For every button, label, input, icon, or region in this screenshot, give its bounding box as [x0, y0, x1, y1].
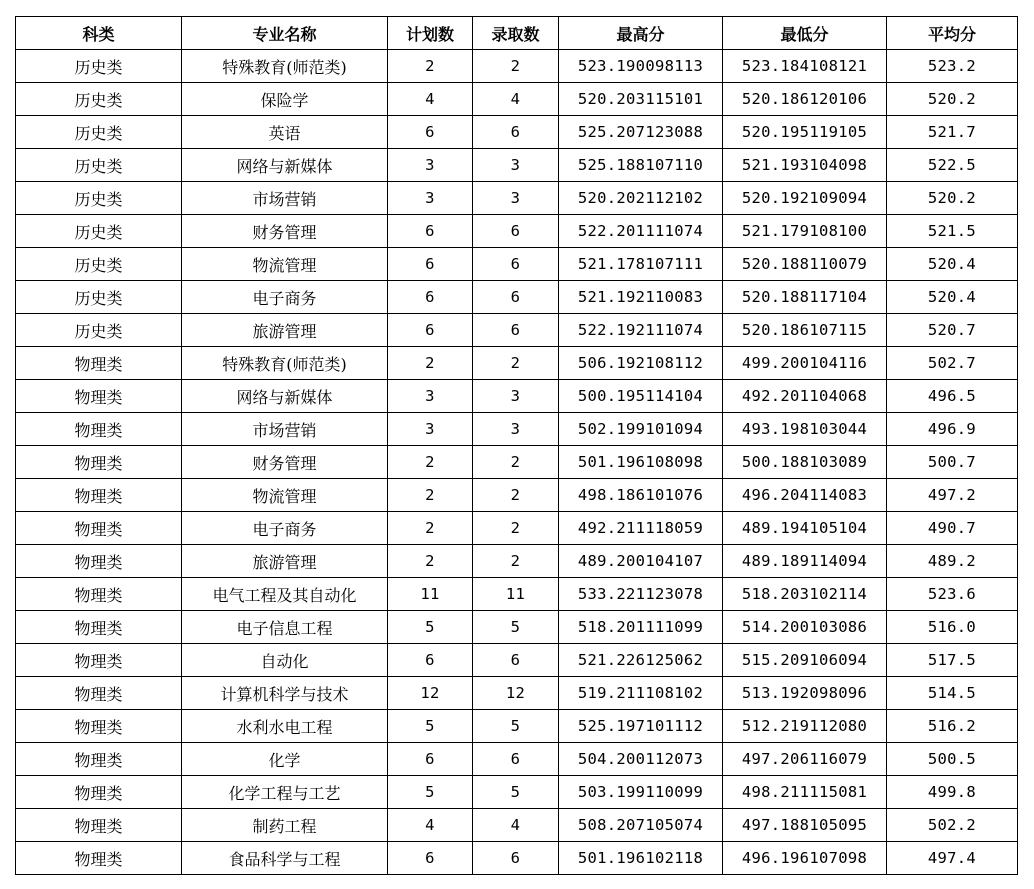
- cell-major-name: 财务管理: [182, 215, 388, 248]
- cell-lowest-score: 493.198103044: [723, 413, 887, 446]
- cell-average-score: 499.8: [887, 776, 1018, 809]
- cell-lowest-score: 520.188117104: [723, 281, 887, 314]
- cell-lowest-score: 513.192098096: [723, 677, 887, 710]
- cell-category: 物理类: [16, 512, 182, 545]
- cell-highest-score: 525.197101112: [559, 710, 723, 743]
- cell-major-name: 电子商务: [182, 281, 388, 314]
- cell-average-score: 516.2: [887, 710, 1018, 743]
- cell-major-name: 英语: [182, 116, 388, 149]
- cell-planned-count: 2: [388, 446, 473, 479]
- cell-admitted-count: 2: [473, 446, 559, 479]
- cell-category: 物理类: [16, 446, 182, 479]
- cell-planned-count: 3: [388, 182, 473, 215]
- cell-admitted-count: 3: [473, 413, 559, 446]
- cell-planned-count: 4: [388, 809, 473, 842]
- cell-lowest-score: 489.189114094: [723, 545, 887, 578]
- table-row: [16, 677, 1018, 710]
- cell-category: 物理类: [16, 347, 182, 380]
- cell-highest-score: 521.178107111: [559, 248, 723, 281]
- cell-lowest-score: 520.195119105: [723, 116, 887, 149]
- table-row: [16, 446, 1018, 479]
- cell-category: 历史类: [16, 215, 182, 248]
- cell-average-score: 520.2: [887, 182, 1018, 215]
- cell-major-name: 特殊教育(师范类): [182, 50, 388, 83]
- cell-highest-score: 519.211108102: [559, 677, 723, 710]
- table-body: [16, 50, 1018, 875]
- table-row: [16, 413, 1018, 446]
- cell-lowest-score: 521.179108100: [723, 215, 887, 248]
- cell-average-score: 500.7: [887, 446, 1018, 479]
- cell-highest-score: 503.199110099: [559, 776, 723, 809]
- cell-average-score: 496.5: [887, 380, 1018, 413]
- cell-major-name: 财务管理: [182, 446, 388, 479]
- cell-lowest-score: 496.204114083: [723, 479, 887, 512]
- cell-highest-score: 522.192111074: [559, 314, 723, 347]
- table-row: [16, 644, 1018, 677]
- cell-lowest-score: 520.186120106: [723, 83, 887, 116]
- cell-admitted-count: 5: [473, 611, 559, 644]
- table-row: [16, 809, 1018, 842]
- table-row: [16, 776, 1018, 809]
- cell-average-score: 520.4: [887, 281, 1018, 314]
- cell-major-name: 食品科学与工程: [182, 842, 388, 875]
- cell-lowest-score: 500.188103089: [723, 446, 887, 479]
- cell-highest-score: 502.199101094: [559, 413, 723, 446]
- cell-major-name: 化学: [182, 743, 388, 776]
- cell-average-score: 520.4: [887, 248, 1018, 281]
- cell-category: 物理类: [16, 479, 182, 512]
- cell-lowest-score: 520.186107115: [723, 314, 887, 347]
- cell-major-name: 物流管理: [182, 479, 388, 512]
- cell-highest-score: 504.200112073: [559, 743, 723, 776]
- admission-scores-table: [15, 16, 1018, 875]
- table-row: [16, 710, 1018, 743]
- cell-major-name: 特殊教育(师范类): [182, 347, 388, 380]
- cell-highest-score: 525.207123088: [559, 116, 723, 149]
- cell-planned-count: 6: [388, 743, 473, 776]
- cell-planned-count: 3: [388, 149, 473, 182]
- cell-category: 历史类: [16, 182, 182, 215]
- cell-major-name: 网络与新媒体: [182, 149, 388, 182]
- cell-average-score: 500.5: [887, 743, 1018, 776]
- cell-major-name: 计算机科学与技术: [182, 677, 388, 710]
- cell-category: 物理类: [16, 776, 182, 809]
- cell-category: 物理类: [16, 578, 182, 611]
- cell-admitted-count: 11: [473, 578, 559, 611]
- header-admitted-count: 录取数: [473, 17, 559, 50]
- header-major-name: 专业名称: [182, 17, 388, 50]
- cell-highest-score: 500.195114104: [559, 380, 723, 413]
- cell-average-score: 520.7: [887, 314, 1018, 347]
- cell-lowest-score: 515.209106094: [723, 644, 887, 677]
- header-category: 科类: [16, 17, 182, 50]
- cell-major-name: 电气工程及其自动化: [182, 578, 388, 611]
- cell-lowest-score: 496.196107098: [723, 842, 887, 875]
- cell-category: 物理类: [16, 743, 182, 776]
- cell-lowest-score: 520.188110079: [723, 248, 887, 281]
- cell-lowest-score: 497.188105095: [723, 809, 887, 842]
- cell-admitted-count: 2: [473, 347, 559, 380]
- cell-admitted-count: 2: [473, 479, 559, 512]
- cell-average-score: 497.4: [887, 842, 1018, 875]
- cell-highest-score: 506.192108112: [559, 347, 723, 380]
- cell-highest-score: 520.203115101: [559, 83, 723, 116]
- cell-planned-count: 12: [388, 677, 473, 710]
- cell-average-score: 502.2: [887, 809, 1018, 842]
- cell-major-name: 物流管理: [182, 248, 388, 281]
- header-planned-count: 计划数: [388, 17, 473, 50]
- cell-category: 历史类: [16, 281, 182, 314]
- cell-average-score: 517.5: [887, 644, 1018, 677]
- cell-lowest-score: 521.193104098: [723, 149, 887, 182]
- cell-planned-count: 6: [388, 314, 473, 347]
- cell-planned-count: 11: [388, 578, 473, 611]
- table-row: [16, 743, 1018, 776]
- cell-lowest-score: 523.184108121: [723, 50, 887, 83]
- table-row: [16, 479, 1018, 512]
- cell-major-name: 市场营销: [182, 413, 388, 446]
- cell-admitted-count: 6: [473, 314, 559, 347]
- cell-admitted-count: 4: [473, 83, 559, 116]
- cell-admitted-count: 2: [473, 512, 559, 545]
- table-row: [16, 347, 1018, 380]
- cell-average-score: 521.5: [887, 215, 1018, 248]
- cell-major-name: 旅游管理: [182, 545, 388, 578]
- cell-lowest-score: 492.201104068: [723, 380, 887, 413]
- cell-lowest-score: 489.194105104: [723, 512, 887, 545]
- cell-highest-score: 523.190098113: [559, 50, 723, 83]
- cell-average-score: 502.7: [887, 347, 1018, 380]
- cell-lowest-score: 514.200103086: [723, 611, 887, 644]
- cell-category: 物理类: [16, 413, 182, 446]
- table-row: [16, 182, 1018, 215]
- cell-lowest-score: 518.203102114: [723, 578, 887, 611]
- cell-admitted-count: 6: [473, 743, 559, 776]
- cell-category: 物理类: [16, 611, 182, 644]
- cell-major-name: 旅游管理: [182, 314, 388, 347]
- cell-lowest-score: 520.192109094: [723, 182, 887, 215]
- table-row: [16, 578, 1018, 611]
- cell-highest-score: 533.221123078: [559, 578, 723, 611]
- table-row: [16, 842, 1018, 875]
- cell-major-name: 网络与新媒体: [182, 380, 388, 413]
- cell-admitted-count: 12: [473, 677, 559, 710]
- cell-lowest-score: 512.219112080: [723, 710, 887, 743]
- cell-major-name: 水利水电工程: [182, 710, 388, 743]
- table-row: [16, 314, 1018, 347]
- cell-planned-count: 5: [388, 710, 473, 743]
- cell-category: 物理类: [16, 677, 182, 710]
- cell-lowest-score: 499.200104116: [723, 347, 887, 380]
- table-header-row: [16, 17, 1018, 50]
- cell-category: 历史类: [16, 314, 182, 347]
- cell-planned-count: 6: [388, 215, 473, 248]
- cell-highest-score: 501.196102118: [559, 842, 723, 875]
- cell-planned-count: 6: [388, 248, 473, 281]
- cell-average-score: 523.2: [887, 50, 1018, 83]
- cell-highest-score: 501.196108098: [559, 446, 723, 479]
- cell-category: 历史类: [16, 149, 182, 182]
- cell-planned-count: 2: [388, 50, 473, 83]
- cell-admitted-count: 6: [473, 215, 559, 248]
- cell-average-score: 489.2: [887, 545, 1018, 578]
- cell-major-name: 保险学: [182, 83, 388, 116]
- cell-planned-count: 2: [388, 545, 473, 578]
- cell-admitted-count: 6: [473, 842, 559, 875]
- cell-planned-count: 5: [388, 776, 473, 809]
- cell-major-name: 化学工程与工艺: [182, 776, 388, 809]
- cell-major-name: 制药工程: [182, 809, 388, 842]
- cell-major-name: 市场营销: [182, 182, 388, 215]
- cell-major-name: 自动化: [182, 644, 388, 677]
- cell-major-name: 电子信息工程: [182, 611, 388, 644]
- cell-planned-count: 3: [388, 413, 473, 446]
- header-highest-score: 最高分: [559, 17, 723, 50]
- cell-category: 物理类: [16, 380, 182, 413]
- cell-admitted-count: 3: [473, 149, 559, 182]
- header-lowest-score: 最低分: [723, 17, 887, 50]
- cell-highest-score: 522.201111074: [559, 215, 723, 248]
- cell-planned-count: 2: [388, 479, 473, 512]
- cell-planned-count: 2: [388, 347, 473, 380]
- table-row: [16, 83, 1018, 116]
- table-row: [16, 215, 1018, 248]
- table-row: [16, 545, 1018, 578]
- cell-lowest-score: 498.211115081: [723, 776, 887, 809]
- cell-category: 物理类: [16, 809, 182, 842]
- cell-major-name: 电子商务: [182, 512, 388, 545]
- cell-average-score: 516.0: [887, 611, 1018, 644]
- cell-category: 物理类: [16, 842, 182, 875]
- cell-planned-count: 3: [388, 380, 473, 413]
- cell-admitted-count: 5: [473, 710, 559, 743]
- cell-average-score: 523.6: [887, 578, 1018, 611]
- cell-category: 历史类: [16, 248, 182, 281]
- cell-category: 历史类: [16, 83, 182, 116]
- cell-average-score: 514.5: [887, 677, 1018, 710]
- cell-admitted-count: 6: [473, 281, 559, 314]
- cell-planned-count: 6: [388, 842, 473, 875]
- cell-planned-count: 6: [388, 116, 473, 149]
- cell-admitted-count: 3: [473, 380, 559, 413]
- cell-category: 历史类: [16, 50, 182, 83]
- cell-average-score: 522.5: [887, 149, 1018, 182]
- cell-category: 物理类: [16, 545, 182, 578]
- cell-highest-score: 521.226125062: [559, 644, 723, 677]
- cell-planned-count: 2: [388, 512, 473, 545]
- cell-planned-count: 6: [388, 281, 473, 314]
- table-row: [16, 149, 1018, 182]
- table-row: [16, 380, 1018, 413]
- cell-highest-score: 508.207105074: [559, 809, 723, 842]
- cell-category: 历史类: [16, 116, 182, 149]
- cell-highest-score: 492.211118059: [559, 512, 723, 545]
- table-row: [16, 512, 1018, 545]
- table-row: [16, 611, 1018, 644]
- cell-average-score: 496.9: [887, 413, 1018, 446]
- table-row: [16, 248, 1018, 281]
- cell-highest-score: 521.192110083: [559, 281, 723, 314]
- cell-admitted-count: 2: [473, 50, 559, 83]
- cell-planned-count: 6: [388, 644, 473, 677]
- cell-average-score: 497.2: [887, 479, 1018, 512]
- cell-admitted-count: 4: [473, 809, 559, 842]
- cell-admitted-count: 5: [473, 776, 559, 809]
- table-row: [16, 281, 1018, 314]
- cell-planned-count: 4: [388, 83, 473, 116]
- cell-average-score: 521.7: [887, 116, 1018, 149]
- table-row: [16, 116, 1018, 149]
- cell-average-score: 490.7: [887, 512, 1018, 545]
- header-average-score: 平均分: [887, 17, 1018, 50]
- cell-admitted-count: 6: [473, 644, 559, 677]
- cell-average-score: 520.2: [887, 83, 1018, 116]
- cell-admitted-count: 6: [473, 116, 559, 149]
- cell-highest-score: 498.186101076: [559, 479, 723, 512]
- cell-admitted-count: 6: [473, 248, 559, 281]
- table-row: [16, 50, 1018, 83]
- cell-category: 物理类: [16, 644, 182, 677]
- cell-admitted-count: 3: [473, 182, 559, 215]
- cell-highest-score: 489.200104107: [559, 545, 723, 578]
- cell-highest-score: 520.202112102: [559, 182, 723, 215]
- cell-highest-score: 518.201111099: [559, 611, 723, 644]
- cell-admitted-count: 2: [473, 545, 559, 578]
- cell-planned-count: 5: [388, 611, 473, 644]
- cell-highest-score: 525.188107110: [559, 149, 723, 182]
- cell-lowest-score: 497.206116079: [723, 743, 887, 776]
- cell-category: 物理类: [16, 710, 182, 743]
